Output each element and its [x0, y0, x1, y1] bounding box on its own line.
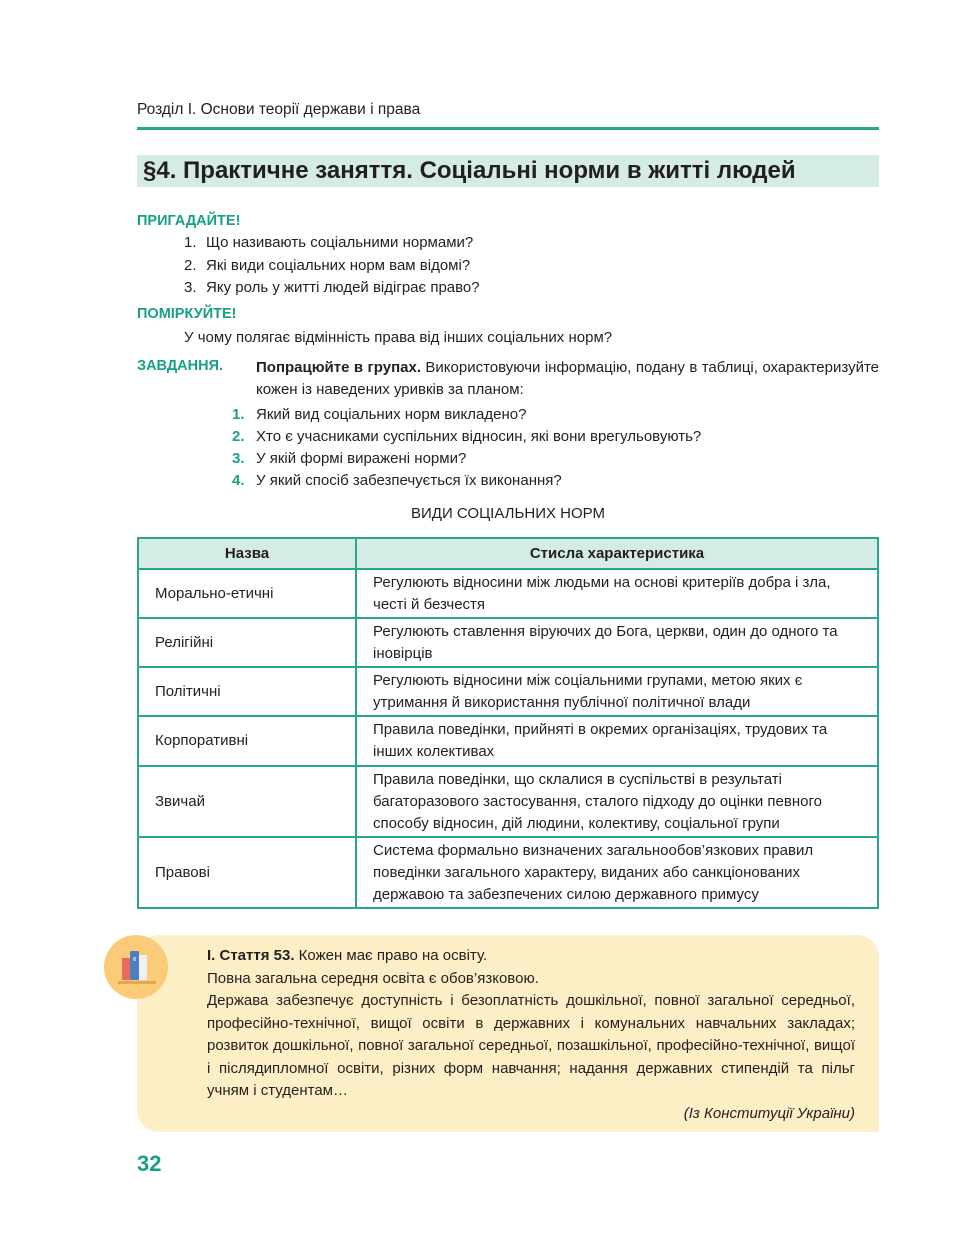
table-row — [138, 716, 878, 766]
task-body: Використовуючи інформацію, подану в таблиці, охарактеризуйте кожен із наведених уривків за планом: — [256, 359, 879, 398]
plan-text: Хто є учасниками суспільних відносин, які вони врегульовують? — [256, 428, 702, 445]
remember-item — [184, 257, 470, 274]
books-icon — [104, 935, 168, 999]
quote-heading: І. Стаття 53. — [207, 947, 295, 964]
norm-name: Правові — [138, 837, 356, 908]
table-caption: ВИДИ СОЦІАЛЬНИХ НОРМ — [411, 505, 605, 522]
task-text — [256, 357, 879, 401]
table-header-row — [138, 538, 878, 569]
norm-name: Корпоративні — [138, 716, 356, 766]
column-header-description: Стисла характеристика — [356, 538, 878, 569]
item-text: Які види соціальних норм вам відомі? — [206, 257, 471, 274]
quote-line-3: Держава забезпечує доступність і безоплатність дошкільної, повної загальної середньої, професійно-технічної, вищої освіти в державних і комунальних навчальних закладах; розвиток дошкільної, повної загальної середньої, позашкільної, професійно-технічної, вищої і післядипломної освіти, різних форм навчання; надання державних стипендій та пільг учням і студентам… — [207, 992, 855, 1099]
norm-description: Правила поведінки, прийняті в окремих організаціях, трудових та інших колективах — [356, 716, 878, 766]
norm-description: Регулюють відносини між соціальними групами, метою яких є утримання й використання публічної політичної влади — [356, 667, 878, 716]
quote-line-2: Повна загальна середня освіта є обов’язковою. — [207, 969, 539, 987]
plan-number: 1. — [232, 406, 245, 423]
norm-name: Релігійні — [138, 618, 356, 667]
plan-text: У який спосіб забезпечується їх виконання? — [256, 472, 562, 489]
norm-name: Політичні — [138, 667, 356, 716]
norm-name: Морально-етичні — [138, 569, 356, 618]
item-number: 1. — [184, 234, 197, 251]
column-header-name: Назва — [138, 538, 356, 569]
quote-line — [207, 945, 855, 968]
header-divider — [137, 127, 879, 130]
think-text: У чому полягає відмінність права від інших соціальних норм? — [184, 329, 613, 346]
page-title: §4. Практичне заняття. Соціальні норми в житті людей — [137, 155, 879, 187]
quote-source: (Із Конституції України) — [683, 1104, 855, 1122]
table-row — [138, 766, 878, 837]
think-label: ПОМІРКУЙТЕ! — [137, 306, 237, 322]
norm-description: Система формально визначених загальнообов’язкових правил поведінки загального характеру, виданих або санкціонованих державою та забезпечених силою державного примусу — [356, 837, 878, 908]
remember-label: ПРИГАДАЙТЕ! — [137, 213, 241, 229]
plan-item — [232, 406, 526, 423]
norm-name: Звичай — [138, 766, 356, 837]
plan-number: 4. — [232, 472, 245, 489]
norm-description: Регулюють відносини між людьми на основі критеріїв добра і зла, честі й безчестя — [356, 569, 878, 618]
running-head: Розділ І. Основи теорії держави і права — [137, 101, 421, 118]
item-number: 2. — [184, 257, 197, 274]
item-text: Що називають соціальними нормами? — [206, 234, 474, 251]
norms-table — [137, 537, 879, 909]
plan-number: 3. — [232, 450, 245, 467]
remember-item — [184, 234, 473, 251]
remember-item — [184, 279, 480, 296]
page-number: 32 — [137, 1151, 162, 1176]
table-row — [138, 837, 878, 908]
plan-text: У якій формі виражені норми? — [256, 450, 467, 467]
norm-description: Регулюють ставлення віруючих до Бога, церкви, один до одного та іновірців — [356, 618, 878, 667]
plan-number: 2. — [232, 428, 245, 445]
plan-item — [232, 472, 562, 489]
plan-item — [232, 450, 466, 467]
table-row — [138, 569, 878, 618]
task-bold: Попрацюйте в групах. — [256, 359, 421, 376]
item-text: Яку роль у житті людей відіграє право? — [206, 279, 480, 296]
quote-line-1: Кожен має право на освіту. — [294, 947, 488, 964]
item-number: 3. — [184, 279, 197, 296]
task-label: ЗАВДАННЯ. — [137, 358, 224, 374]
norm-description: Правила поведінки, що склалися в суспільстві в результаті багаторазового застосування, сталого підходу до оцінки певного способу відносин, дій людини, колективу, соціальної групи — [356, 766, 878, 837]
table-row — [138, 667, 878, 716]
plan-text: Який вид соціальних норм викладено? — [256, 406, 527, 423]
table-row — [138, 618, 878, 667]
constitution-quote — [207, 945, 855, 1125]
plan-item — [232, 428, 701, 445]
